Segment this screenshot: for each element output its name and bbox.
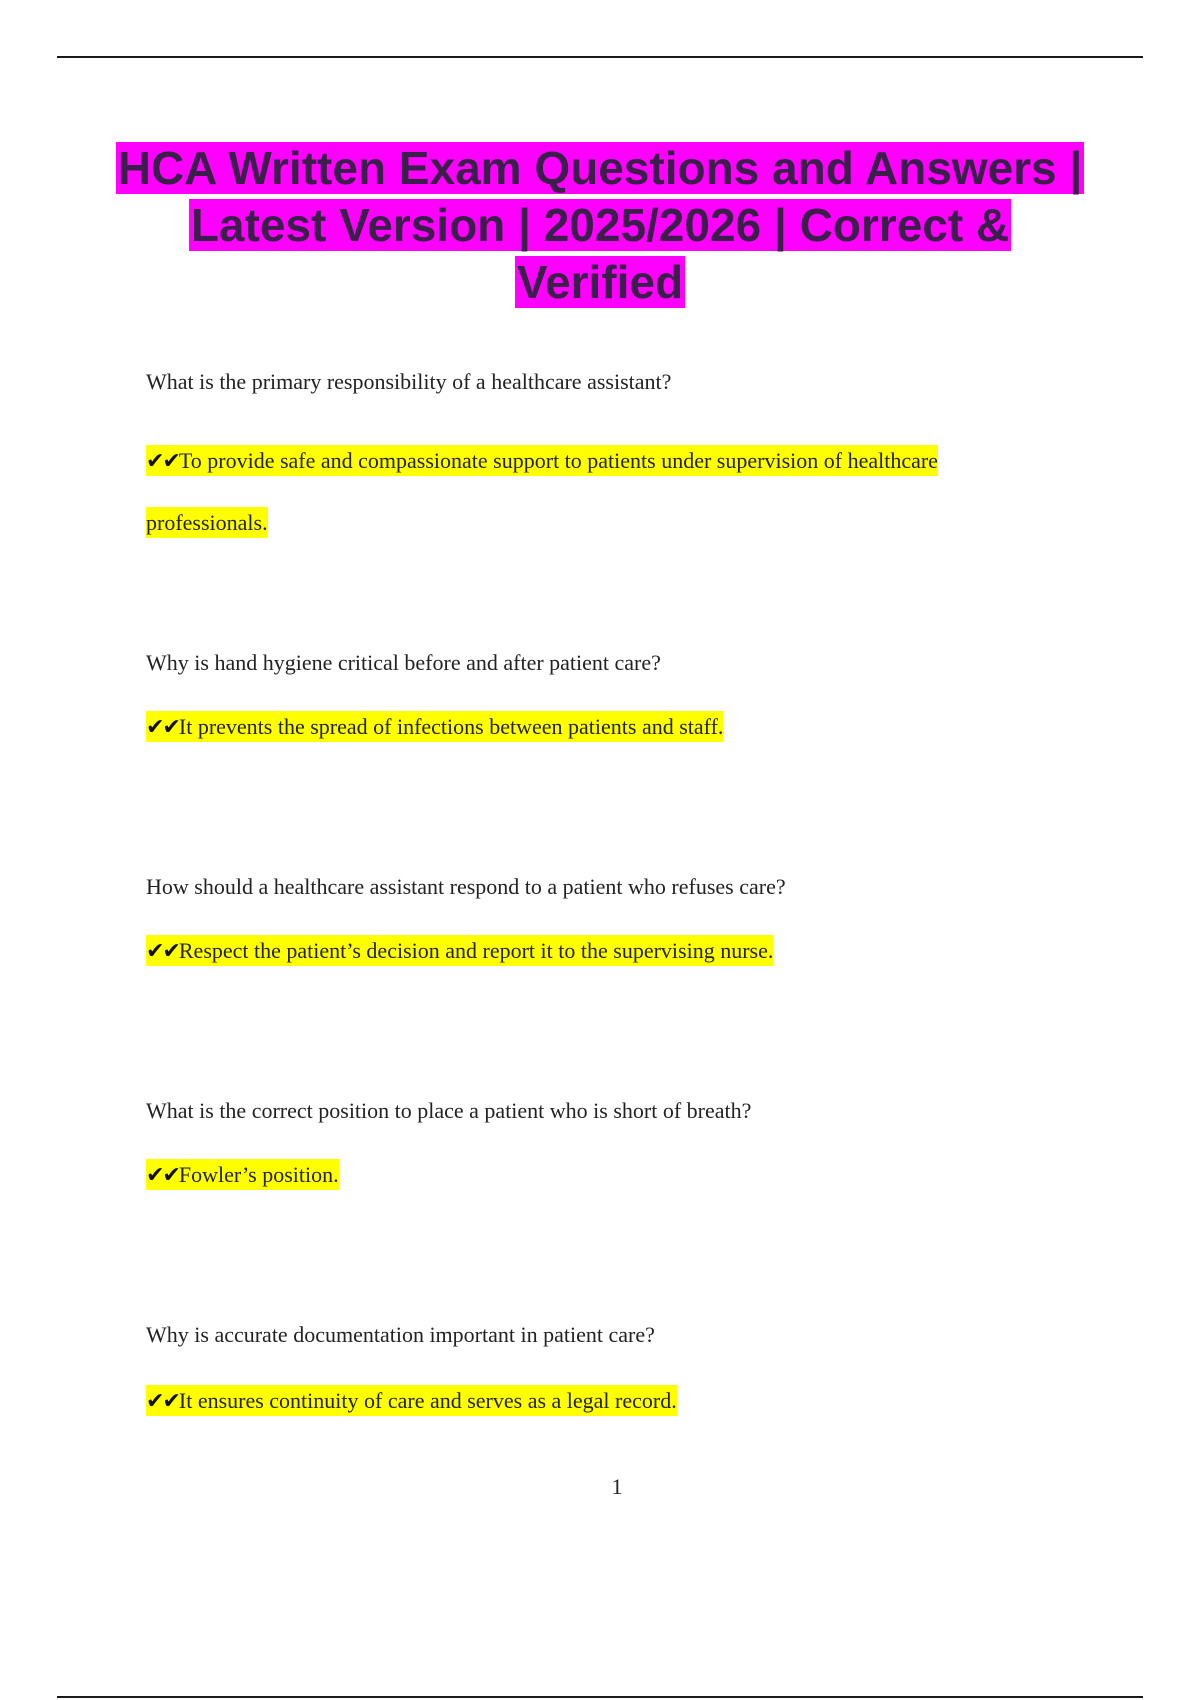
double-check-icon: ✔✔ bbox=[146, 715, 179, 740]
answer-2 bbox=[146, 703, 1046, 752]
qa-item-3 bbox=[146, 873, 1046, 976]
answer-1 bbox=[146, 430, 1046, 553]
answer-1-text: To provide safe and compassionate support to patients under supervision of healthcare professionals. bbox=[146, 448, 938, 535]
answer-4 bbox=[146, 1151, 1046, 1200]
double-check-icon: ✔✔ bbox=[146, 449, 179, 474]
answer-3 bbox=[146, 927, 1046, 976]
qa-item-4 bbox=[146, 1097, 1046, 1200]
double-check-icon: ✔✔ bbox=[146, 1163, 179, 1188]
qa-item-1 bbox=[146, 368, 1046, 553]
question-3: How should a healthcare assistant respond to a patient who refuses care? bbox=[146, 874, 786, 899]
answer-2-text: It prevents the spread of infections between patients and staff. bbox=[178, 714, 724, 739]
answer-3-highlight bbox=[146, 935, 773, 966]
qa-item-5 bbox=[146, 1321, 1046, 1426]
answer-5-highlight bbox=[146, 1385, 677, 1416]
double-check-icon: ✔✔ bbox=[146, 1389, 179, 1414]
answer-4-highlight bbox=[146, 1159, 339, 1190]
header-rule bbox=[57, 56, 1143, 58]
answer-4-text: Fowler’s position. bbox=[178, 1162, 339, 1187]
answer-1-highlight bbox=[146, 445, 938, 538]
answer-5-text: It ensures continuity of care and serves as a legal record. bbox=[178, 1388, 677, 1413]
double-check-icon: ✔✔ bbox=[146, 939, 179, 964]
qa-item-2 bbox=[146, 649, 1046, 752]
question-5: Why is accurate documentation important in patient care? bbox=[146, 1322, 655, 1347]
document-title bbox=[100, 140, 1100, 311]
page-number: 1 bbox=[611, 1474, 623, 1499]
answer-3-text: Respect the patient’s decision and report it to the supervising nurse. bbox=[178, 938, 774, 963]
question-1: What is the primary responsibility of a healthcare assistant? bbox=[146, 369, 672, 394]
document-title-text: HCA Written Exam Questions and Answers | Latest Version | 2025/2026 | Correct & Verified bbox=[117, 142, 1083, 308]
answer-5 bbox=[146, 1377, 1046, 1426]
footer-rule bbox=[57, 1696, 1143, 1698]
question-4: What is the correct position to place a patient who is short of breath? bbox=[146, 1098, 752, 1123]
answer-2-highlight bbox=[146, 711, 723, 742]
question-2: Why is hand hygiene critical before and after patient care? bbox=[146, 650, 661, 675]
